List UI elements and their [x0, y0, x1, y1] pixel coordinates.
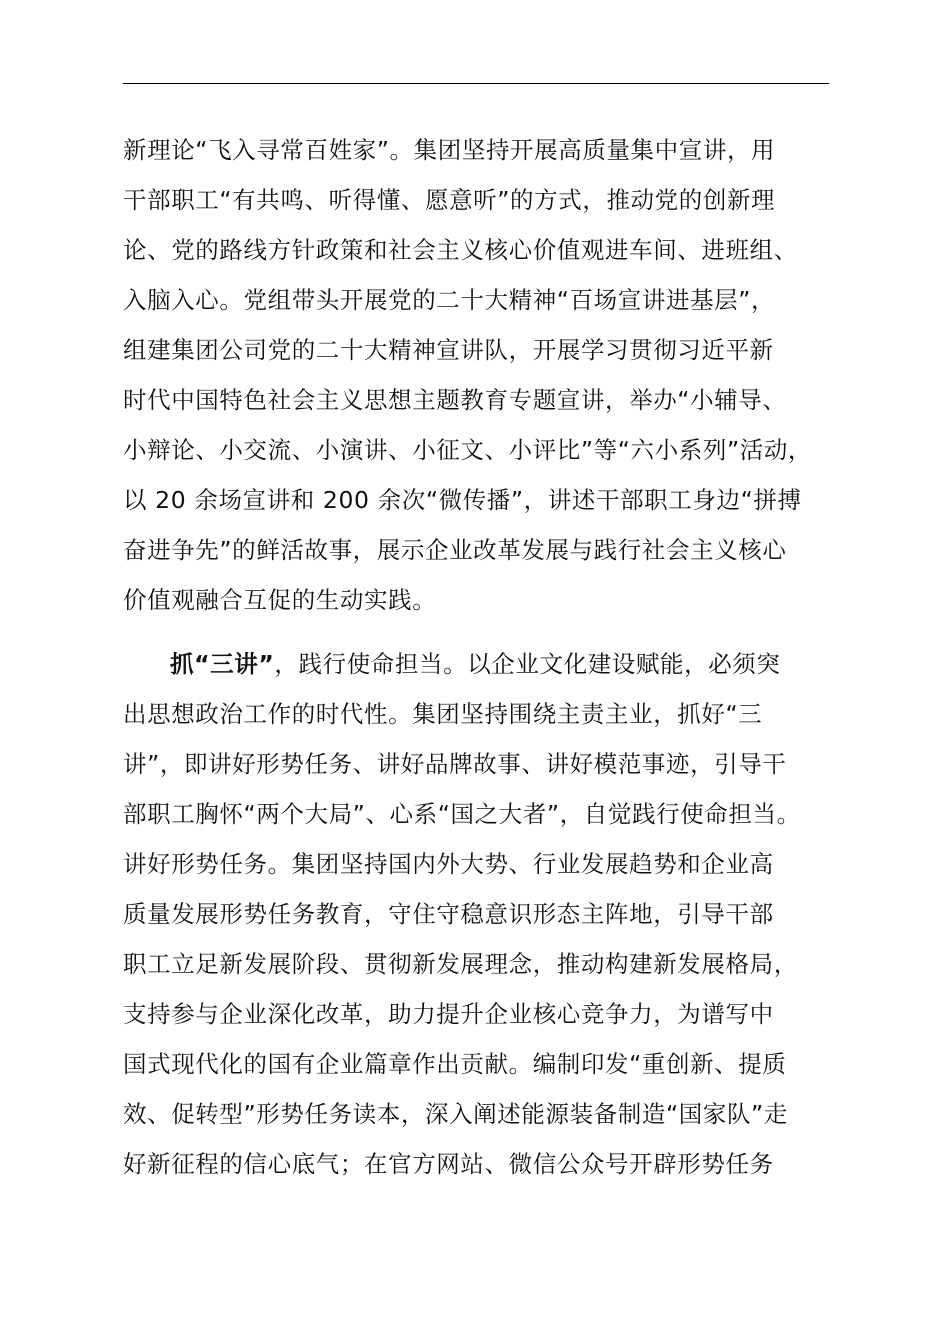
text-line: 以 20 余场宣讲和 200 余次“微传播”，讲述干部职工身边“拼搏: [123, 486, 802, 514]
paragraph-spacer: [123, 625, 853, 639]
text-line: 新理论“飞入寻常百姓家”。集团坚持开展高质量集中宣讲，用: [123, 136, 776, 164]
text-line: 干部职工“有共鸣、听得懂、愿意听”的方式，推动党的创新理: [123, 186, 776, 214]
text-line: 奋进争先”的鲜活故事，展示企业改革发展与践行社会主义核心: [123, 536, 787, 564]
text-line: 国式现代化的国有企业篇章作出贡献。编制印发“重创新、提质: [123, 1050, 787, 1078]
text-line: 讲好形势任务。集团坚持国内外大势、行业发展趋势和企业高: [123, 850, 774, 878]
text-line: 组建集团公司党的二十大精神宣讲队，开展学习贯彻习近平新: [123, 336, 774, 364]
text-line: 职工立足新发展阶段、贯彻新发展理念，推动构建新发展格局，: [123, 950, 798, 978]
paragraph-2: [123, 639, 853, 1189]
text-line: 质量发展形势任务教育，守住守稳意识形态主阵地，引导干部: [123, 900, 774, 928]
text-line: 入脑入心。党组带头开展党的二十大精神“百场宣讲进基层”，: [123, 286, 776, 314]
text-line: 论、党的路线方针政策和社会主义核心价值观进车间、进班组、: [123, 236, 798, 264]
text-line: 讲”，即讲好形势任务、讲好品牌故事、讲好模范事迹，引导干: [123, 750, 787, 778]
header-rule: [123, 83, 829, 84]
text-line: 支持参与企业深化改革，助力提升企业核心竞争力，为谱写中: [123, 1000, 774, 1028]
text-line-rest: ，践行使命担当。以企业文化建设赋能，必须突: [274, 650, 781, 678]
text-line: 出思想政治工作的时代性。集团坚持围绕主责主业，抓好“三: [123, 700, 763, 728]
text-line: 效、促转型”形势任务读本，深入阐述能源装备制造“国家队”走: [123, 1100, 788, 1128]
document-body: [123, 125, 853, 1189]
text-line: 时代中国特色社会主义思想主题教育专题宣讲，举办“小辅导、: [123, 386, 787, 414]
text-line-first: [123, 639, 853, 689]
text-line: 部职工胸怀“两个大局”、心系“国之大者”，自觉践行使命担当。: [123, 800, 801, 828]
text-line: 价值观融合互促的生动实践。: [123, 586, 437, 614]
section-heading: 抓“三讲”: [170, 650, 275, 678]
text-line: 小辩论、小交流、小演讲、小征文、小评比”等“六小系列”活动，: [123, 436, 813, 464]
text-line: 好新征程的信心底气；在官方网站、微信公众号开辟形势任务: [123, 1150, 774, 1178]
paragraph-1: [123, 125, 853, 625]
